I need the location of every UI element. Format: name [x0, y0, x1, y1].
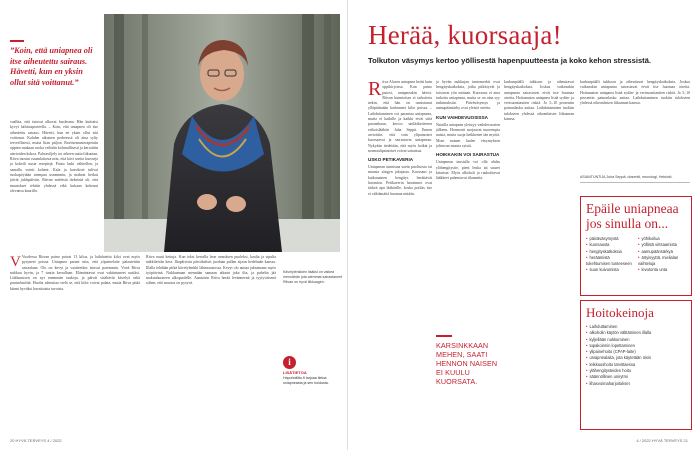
info-icon: i	[283, 356, 296, 369]
red-pull-quote-rule	[436, 335, 452, 337]
symptom-item: • hengityskatkoksia	[586, 249, 634, 255]
right-col2-rest: Uniapnean taustalla voi olla ahdas ylähengitystie, pieni leuka tai suuret kitarisat. Myös alkoholi ja rauhoittavat lääkkeet pahentavat tilannetta.	[436, 160, 500, 181]
treatment-item: • leikkaushoito tarvittaessa	[586, 362, 686, 368]
right-page	[348, 0, 696, 450]
right-body-column-3: kurkunpäälli tukkoon ja aiheuttavat hengityskatkoksia. Joskus vaikeaakin uniapneaa sairastavat eivät itse huomaa oireita. Hoitamaton uniapnea lisää sydän- ja verisuonitautien riskiä. Jo 5–10 prosentin painonlasku auttaa. Laihduttaminen tuokiin tulokseen yhdessä oikeanlaisen liikunnan kanssa.	[504, 80, 574, 122]
info-box-title: LISÄTIETOA	[283, 370, 307, 375]
article-headline: Herää, kuorsaaja!	[368, 20, 562, 50]
left-body-column-1-bottom	[10, 255, 140, 433]
right-body-column-1	[368, 80, 432, 432]
treatment-item: • tupakoinnin lopettaminen	[586, 343, 686, 349]
info-box	[283, 356, 343, 385]
symptom-item: • yöhikoilua	[638, 236, 686, 242]
treatment-item: • kyljellään nukkuminen	[586, 337, 686, 343]
photo-caption: Kävelylenkkien lisäksi on vaikea mennähän jota aiemmat sairastaneet Ritvan on hyvä liikkuagen.	[283, 270, 343, 284]
left-folio: 20 HYVÄ TERVEYS 4 / 2022	[10, 438, 62, 443]
treatment-item: • Laihduttaminen	[586, 324, 686, 330]
portrait-illustration	[104, 14, 340, 252]
symptoms-box	[580, 196, 692, 296]
treatments-list	[586, 324, 686, 387]
treatment-item: • säännöllinen unirytmi	[586, 374, 686, 380]
symptom-item: • kuorsausta	[586, 242, 634, 248]
right-col1-rest: Uniapnean tunnistaa usein puolisosta tai muusta sängyn jakajasta. Kuorsaus ja katkonainen hengitys herättävät huomion. Petikaverin havainnot ovat tärkeä apu lääkärille, koska potilas itse ei välttämättä huomaa mitään.	[368, 165, 432, 196]
symptom-item: • levotonta unta	[638, 267, 686, 273]
symptom-item: • aamupäänsärkyä	[638, 249, 686, 255]
left-body-column-2-bottom: Ritva nauti kettuja. Kun teksi kerrallа leon annoksen puoleksi, kaalia ja sipulia näkkileivän kera. Iltapäivisin päiväkahvit juodaan pullan sijaan hedelmän kanssa. Illalla tehdään pitkä kävelylenkki lähimaastossa. Kevyt olo auttaa jaksamaan myös työpäivinä. Nukkumaan mennään samaan aikaan joka ilta, ja puhelin jää makuuhuoneen ulkopuolelle. Aamuisin Ritva herää levänneenä ja tyytyväisenä siihen, että muutos on pysyvä.	[146, 255, 276, 286]
subhead-hoikkakin: HOIKKAKIN VOI SAIRASTUA	[436, 152, 500, 158]
left-body-column-1-bottom-text: Vuodessa Ritvan paino putosi 13 kiloa, ja laihdutettu kilot ovat myös pysyneet poissa. Uniapnea parani niin, että yöpainelaite palautettiin sairaalaan. Olo on kevyt ja vaatteetkin istuvat paremmin. Vireä Ritva nukkuu hyvin, ja 7 tuntia kerrallaan. Elämäntavat ovat vakiintuneet uusiksi. Liikkumisen on nyt enemmän taukoja, ja päivät sisältävät kävelyä sekä puutarhatöitä. Huolta aiheuttaa vielä se, että kilot voivat palata, mutta Ritva pitää kiinni hyväksi havaituista tavoista.	[10, 255, 140, 291]
symptoms-list	[586, 236, 686, 274]
pull-quote-rule	[10, 40, 24, 42]
right-col2-intro: ja hyvän nukkujan tuntomerkit ovat hengityskatkoksia, jotka pitkittyvät ja toistuvat yön mittaan. Kuorsaus ei aina tarkoita uniapneaa, mutta se on aina syy tutkimuksiin. Päiväväsymys ja aamupäänsärky ovat yleisiä oireita.	[436, 80, 500, 111]
symptoms-box-title: Epäile uniapneaa jos sinulla on...	[586, 201, 679, 231]
right-body-column-4: kurkunpäälli tukkoon ja aiheuttavat hengityskatkoksia. Joskus vaikeaakin uniapneaa sairastavat eivät itse huomaa oireita. Hoitamaton uniapnea lisää sydän- ja verisuonitautien riskiä. Jo 5–10 prosentin painonlasku auttaa. Laihduttaminen tuokiin tulokseen yhdessä oikeanlaisen liikunnan kanssa.	[580, 80, 690, 106]
treatments-box-title: Hoitokeinoja	[586, 305, 654, 320]
article-drop-cap: R	[368, 80, 382, 100]
article-dek: Tolkuton väsymys kertoo yöllisestä hapenpuutteesta ja koko kehon stressistä.	[368, 56, 652, 65]
portrait-photo	[104, 14, 340, 252]
right-col1-intro: itva Alosen uniapnea heitti kuin oppikirjoissa. Kun paino putosi, uniapneakin hävisi. Ritvan kunnioitan ei tarkoiteta nekin, että hän on onnistunut ylläpitämään kadonneet kilot poissa. – Laihduttaminen voi parantaa uniapneaa, mutta ei kaikille ja kaikki eivät siitä paranekaan, kertoo unilääketieteen erikoislääkäri Juha Seppä. Ennen arvioitiin, että vain ylipainoiset kuorsaavat ja sairastavat uniapneaa. Nykyään tiedetään, että myös hoikat ja normaalipainoiset voivat sairastua.	[368, 80, 432, 153]
info-box-text: Hapuholiitto.fi tarjoaa tietoa uniapneasta ja sen hoidosta.	[283, 375, 329, 385]
symptom-item: • heräämistä tukehtumisen tunteeseen	[586, 255, 634, 268]
treatments-box	[580, 300, 692, 430]
right-col2-mid: Naisilla uniapnea yleistyy vaihdevuosien jälkeen. Hormonit suojaavat nuorempia naisia, mutta suoja heikkenee iän myötä. Moni nainen luulee väsymyksen johtuvan muista syistä.	[436, 122, 500, 148]
left-drop-cap: V	[10, 255, 21, 270]
left-body-column-1-top: vaalhia, että tutuvat alkovat buolesma. Hän kuittaisi kyvyt lathitusporieella. – Koin, että uniapnea oli itse aiheutettu sairaus. Hävetti, kun en yksin ollut sitä voittanut. Kahden aikuisen perheessä oli aina sylty terveellisesti, mutta liian paljon. Ravitsemusterapeutin oppien mukaan ruoka valittiin kohtuullisesti ja kerrattiin aterioiden kokoa. Palstaviljely toi arkeen uutta liikuntaa. Ritva inostui ruuanlaitosta niin, että kävi useita kursseja ja kokeili uusia reseptejä. Paino laski vähitellen, ja samalla vointi koheni. Kala ja kasvikset tulivat ruokapöytään aiempaa useammin, ja makeat herkut jäivät juhlapäiviin. Ritvan mielestä tärkeintä oli, että muutokset tehtiin yhdessä eikä kukaan kokenut olevansa kuurilla.	[10, 120, 98, 193]
treatment-item: • alkoholin käytön välttäminen illalla	[586, 330, 686, 336]
red-pull-quote-text: KARSINKKAAN MEHEN, SAATI HENNON NAISEN EI KUULU KUORSATA.	[436, 341, 498, 386]
red-pull-quote	[436, 335, 500, 386]
pull-quote	[10, 40, 98, 88]
symptom-item: • yöllistä virtsaamista	[638, 242, 686, 248]
subhead-usko-petikaveria: USKO PETIKAVERIA	[368, 157, 414, 163]
symptom-item: • päiväväsymystä	[586, 236, 634, 242]
symptom-item: • ärtyisyyttä, mielialan vaihteluja	[638, 255, 686, 268]
treatment-item: • uniapnealaitа, jota käytetään öisin	[586, 355, 686, 361]
right-body-column-2	[436, 80, 500, 325]
symptom-item: • suun kuivumista	[586, 267, 634, 273]
treatment-item: • ylipainehoito (CPAP-laite)	[586, 349, 686, 355]
treatment-item: • ylähengitysteiden hoito	[586, 368, 686, 374]
pull-quote-text: ”Koin, että uniapnea oli itse aiheutettu sairaus. Hävetti, kun en yksin ollut sitä voittanut.”	[10, 46, 93, 87]
expert-credit: ASIANTUNTIJA Juha Seppä, dosentti, neurologi, Helsinki.	[580, 175, 690, 183]
subhead-vaihdevuosissa: KUN VAIHDEVUOSISSA	[436, 114, 488, 120]
right-folio: 4 / 2022 HYVÄ TERVEYS 21	[636, 438, 688, 443]
treatment-item: • lihasvoimaharjoitukset	[586, 381, 686, 387]
